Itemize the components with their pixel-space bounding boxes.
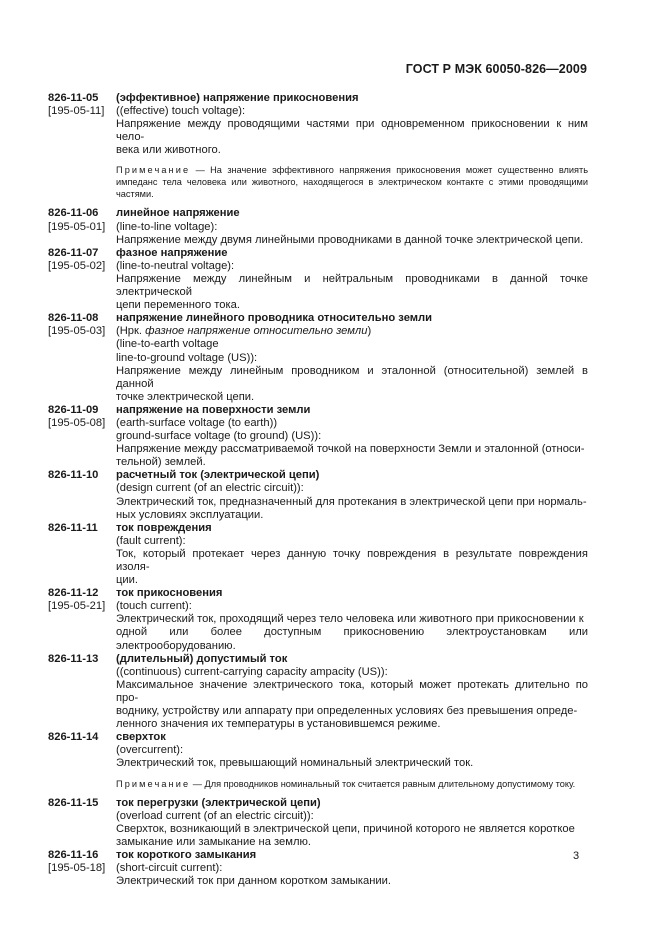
term-body: напряжение линейного проводника относительно земли (Нрк. фазное напряжение относительно земли) (line-to-earth voltage line-to-ground voltage (US)): Напряжение между линейным проводником и эталонной (относительной) землей в данной точке электрической цепи. <box>116 312 588 403</box>
term-entry <box>48 404 588 469</box>
deprecated-term: (Нрк. фазное напряжение относительно земли) <box>116 325 372 338</box>
term-title: напряжение на поверхности земли <box>116 403 311 416</box>
term-body: ток повреждения (fault current): Ток, который протекает через данную точку повреждения в результате повреждения изоля- ции. <box>116 521 588 587</box>
term-body: линейное напряжение (line-to-line voltage): Напряжение между двумя линейными проводниками в данной точке электрической цепи. <box>116 207 588 246</box>
term-title: расчетный ток (электрической цепи) <box>116 469 320 482</box>
term-body: ток короткого замыкания (short-circuit current): Электрический ток при данном коротком замыкании. <box>116 849 588 888</box>
term-title: сверхток <box>116 731 166 744</box>
terms-list <box>48 92 588 888</box>
term-entry <box>48 849 588 888</box>
term-number: 826-11-15 <box>48 796 99 809</box>
term-body: напряжение на поверхности земли (earth-surface voltage (to earth)) ground-surface voltage (to ground) (US)): Напряжение между рассматриваемой точкой на поверхности Земли и эталонной (относи- тельной) землей. <box>116 404 588 469</box>
term-body: сверхток (overcurrent): Электрический ток, превышающий номинальный электрический ток. Примечание — Для проводников номинальный ток считается равным длительному допустимому току. <box>116 731 588 796</box>
term-number: 826-11-08 [195-05-03] <box>48 312 106 338</box>
term-title: ток прикосновения <box>116 587 223 600</box>
term-entry <box>48 587 588 652</box>
term-entry <box>48 469 588 521</box>
term-title: напряжение линейного проводника относительно земли <box>116 312 433 325</box>
term-number: 826-11-11 <box>48 521 98 534</box>
term-entry <box>48 92 588 207</box>
term-entry <box>48 207 588 246</box>
term-body: расчетный ток (электрической цепи) (design current (of an electric circuit)): Электрический ток, предназначенный для протекания в электрической цепи при нормаль- ных условиях эксплуатации. <box>116 469 587 521</box>
term-body: фазное напряжение (line-to-neutral voltage): Напряжение между линейным и нейтральным проводниками в данной точке электрической цепи переменного тока. <box>116 246 588 312</box>
term-entry <box>48 247 588 312</box>
term-body: ток перегрузки (электрической цепи) (overload current (of an electric circuit)): Сверхток, возникающий в электрической цепи, причиной которого не является короткое замыкание или замыкание на землю. <box>116 797 588 849</box>
term-body: ток прикосновения (touch current): Электрический ток, проходящий через тело человека или животного при прикосновении к одной или более доступным прикосновению электроустановкам или электрооборудованию. <box>116 587 588 652</box>
term-title: ток перегрузки (электрической цепи) <box>116 796 321 809</box>
term-number: 826-11-09 [195-05-08] <box>48 403 106 429</box>
term-body: (эффективное) напряжение прикосновения ((effective) touch voltage): Напряжение между проводящими частями при одновременном прикосновении к ним чело- века или животного. Примечание — На значение эффективного напряжения прикосновения может существенно влиять импеданс тела человека или животного, находящегося в электрическом контакте с этими проводящими частями. <box>116 92 588 200</box>
term-entry <box>48 653 588 732</box>
term-title: (эффективное) напряжение прикосновения <box>116 92 359 104</box>
note: Примечание — На значение эффективного напряжения прикосновения может существенно влиять импеданс тела человека или животного, находящегося в электрическом контакте с этими проводящими частями. <box>116 165 588 200</box>
term-entry <box>48 731 588 796</box>
term-number: 826-11-05 [195-05-11] <box>48 92 105 118</box>
term-number: 826-11-16 [195-05-18] <box>48 848 106 874</box>
term-number: 826-11-07 [195-05-02] <box>48 246 106 272</box>
term-title: линейное напряжение <box>116 207 240 220</box>
term-entry <box>48 312 588 404</box>
term-title: ток повреждения <box>116 521 212 534</box>
term-number: 826-11-12 [195-05-21] <box>48 587 106 613</box>
note: Примечание — Для проводников номинальный ток считается равным длительному допустимому току. <box>116 778 576 789</box>
term-title: ток короткого замыкания <box>116 848 257 861</box>
term-body: (длительный) допустимый ток ((continuous) current-carrying capacity ampacity (US)): Максимальное значение электрического тока, который может протекать длительно по про- воднику, устройству или аппарату при определенных условиях без превышения опреде- ленного значения их температуры в установившемся режиме. <box>116 652 588 731</box>
term-number: 826-11-13 <box>48 652 99 665</box>
term-number: 826-11-10 <box>48 469 99 482</box>
term-title: (длительный) допустимый ток <box>116 652 288 665</box>
term-number: 826-11-06 [195-05-01] <box>48 207 106 233</box>
term-entry <box>48 522 588 587</box>
document-header: ГОСТ Р МЭК 60050-826—2009 <box>405 62 587 76</box>
page-number: 3 <box>573 850 580 862</box>
term-title: фазное напряжение <box>116 246 228 259</box>
term-number: 826-11-14 <box>48 731 99 744</box>
term-entry <box>48 797 588 849</box>
